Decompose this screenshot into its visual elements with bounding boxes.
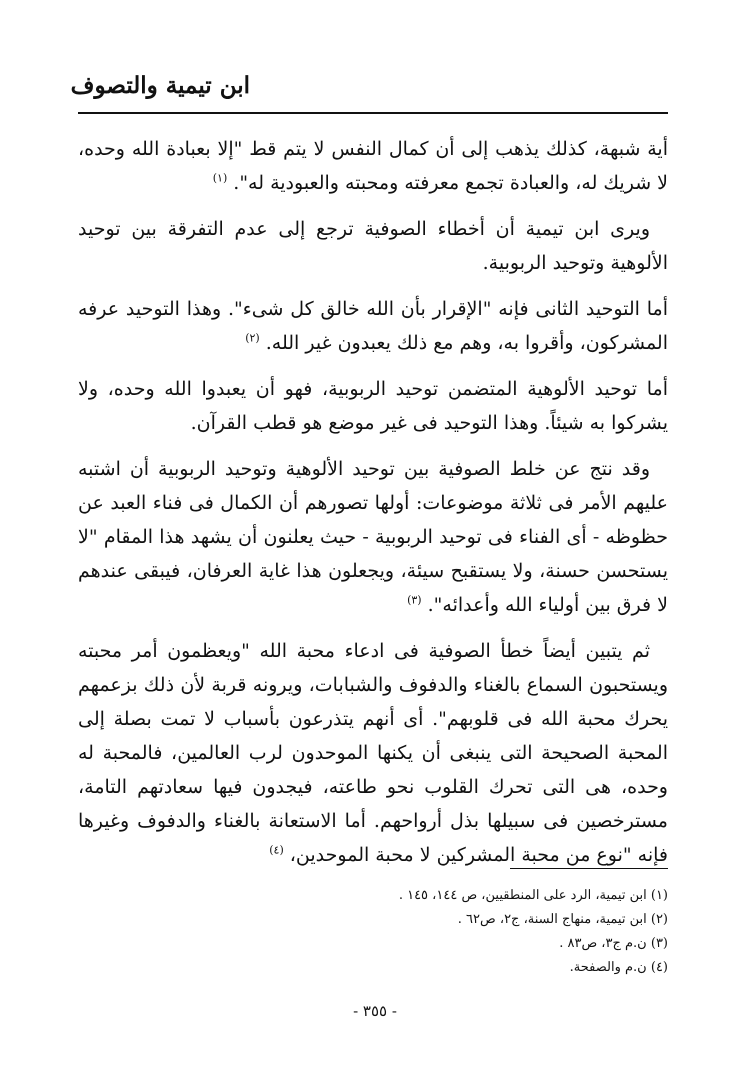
paragraph-text: أما توحيد الألوهية المتضمن توحيد الربوبية، فهو أن يعبدوا الله وحده، ولا يشركوا به شيئاً. وهذا التوحيد فى غير موضع هو قطب القرآن.	[78, 378, 668, 434]
page-number: - ٣٥٥ -	[353, 1002, 397, 1020]
paragraph-5	[78, 452, 668, 622]
paragraph-text: وقد نتج عن خلط الصوفية بين توحيد الألوهية وتوحيد الربوبية أن اشتبه عليهم الأمر فى ثلاثة موضوعات: أولها تصورهم أن الكمال فى فناء العبد عن حظوظه - أى الفناء فى توحيد الربوبية - حيث يعلنون أن يشهد هذا المقام "لا يستحسن حسنة، ولا يستقبح سيئة، ويجعلون هذا غاية العرفان، فيبقى عندهم لا فرق بين أولياء الله وأعدائه".	[78, 458, 668, 616]
footnote-reference: (٢)	[245, 331, 260, 345]
footnote-reference: (١)	[212, 171, 228, 185]
footnote-4: (٤) ن.م والصفحة.	[569, 960, 668, 975]
paragraph-text: أية شبهة، كذلك يذهب إلى أن كمال النفس لا يتم قط "إلا بعبادة الله وحده، لا شريك له، والعبادة تجمع معرفته ومحبته والعبودية له".	[78, 138, 668, 194]
paragraph-3	[78, 292, 668, 360]
paragraph-2	[78, 212, 668, 280]
body-text	[78, 132, 668, 884]
paragraph-6	[78, 634, 668, 872]
footnote-reference: (٣)	[407, 593, 422, 607]
paragraph-text: ثم يتبين أيضاً خطأ الصوفية فى ادعاء محبة الله "ويعظمون أمر محبته ويستحبون السماع بالغناء والدفوف والشبابات، ويرونه قربة لأن ذلك بزعمهم يحرك محبة الله فى قلوبهم". أى أنهم يتذرعون بأسباب لا تمت بصلة إلى المحبة الصحيحة التى ينبغى أن يكنها الموحدون لرب العالمين، فالمحبة له وحده، هى التى تحرك القلوب نحو طاعته، فيجدون فيها سعادتهم التامة، مسترخصين فى سبيلها بذل أرواحهم. أما الاستعانة بالغناء والدفوف وغيرها فإنه "نوع من محبة المشركين لا محبة الموحدين،	[78, 640, 668, 866]
footnote-reference: (٤)	[269, 843, 284, 857]
paragraph-text: أما التوحيد الثانى فإنه "الإقرار بأن الله خالق كل شىء". وهذا التوحيد عرفه المشركون، وأقروا به، وهم مع ذلك يعبدون غير الله.	[78, 298, 668, 354]
header-rule	[78, 112, 668, 114]
footnote-2: (٢) ابن تيمية، منهاج السنة، ج٢، ص٦٢ .	[457, 912, 668, 927]
footnote-1: (١) ابن تيمية، الرد على المنطقيين، ص ١٤٤، ١٤٥ .	[398, 888, 668, 903]
footnotes	[78, 884, 668, 980]
running-header-title: ابن تيمية والتصوف	[70, 72, 250, 99]
paragraph-4	[78, 372, 668, 440]
footnote-separator	[510, 868, 668, 869]
paragraph-text: ويرى ابن تيمية أن أخطاء الصوفية ترجع إلى عدم التفرقة بين توحيد الألوهية وتوحيد الربوبية.	[78, 218, 668, 274]
paragraph-1	[78, 132, 668, 200]
footnote-3: (٣) ن.م ج٣، ص٨٣ .	[559, 936, 668, 951]
